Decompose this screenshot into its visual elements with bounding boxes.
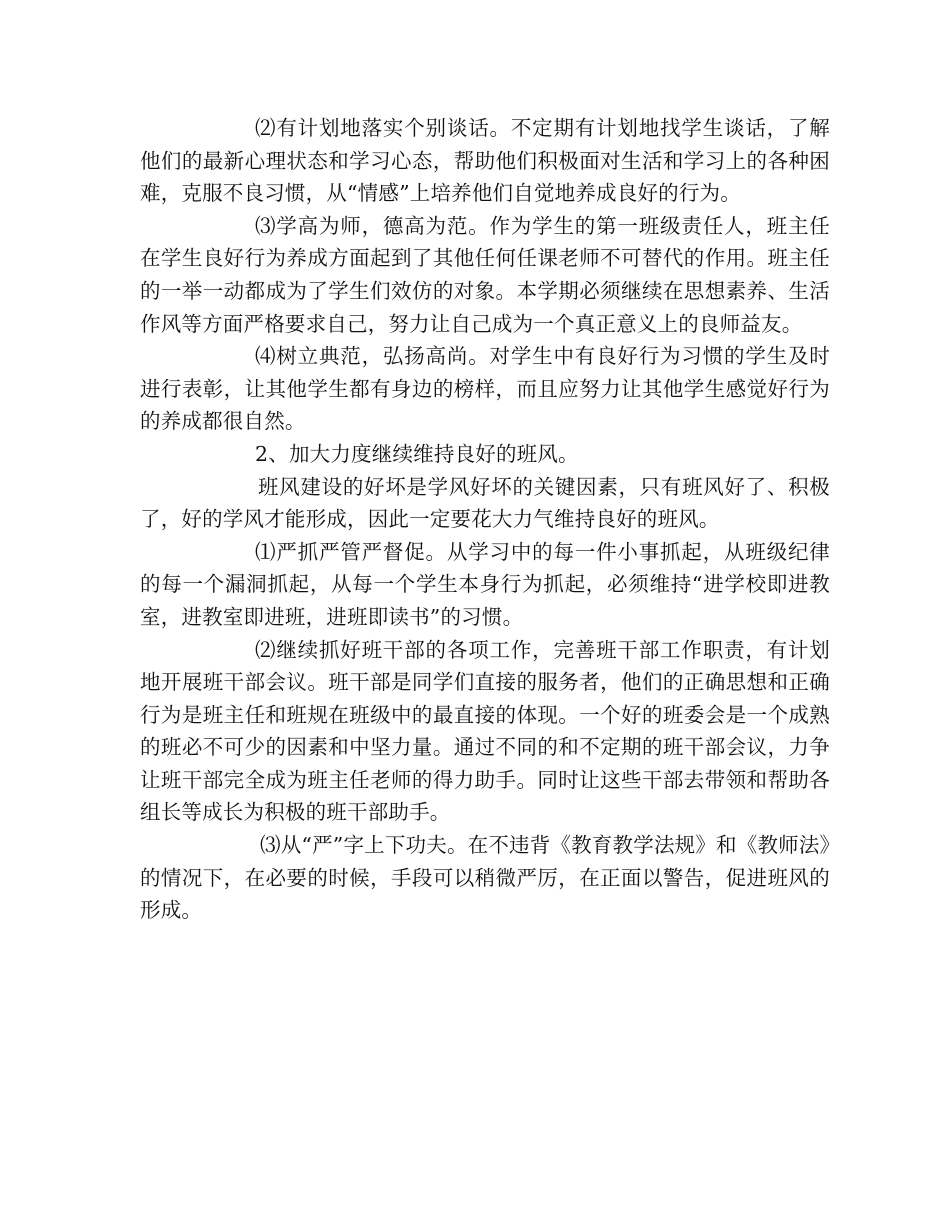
paragraph-class-cadres: ⑵继续抓好班干部的各项工作，完善班干部工作职责，有计划地开展班干部会议。班干部是同学们直接的服务者，他们的正确思想和正确行为是班主任和班规在班级中的最直接的体现。一个好的班委会是一个成熟的班必不可少的因素和中坚力量。通过不同的和不定期的班干部会议，力争让班干部完全成为班主任老师的得力助手。同时让这些干部去带领和帮助各组长等成长为积极的班干部助手。 <box>140 637 830 825</box>
paragraph-strictness: ⑶从“严”字上下功夫。在不违背《教育教学法规》和《教师法》的情况下，在必要的时候，手段可以稍微严厉，在正面以警告，促进班风的形成。 <box>140 833 831 923</box>
section-heading-class-spirit: 2、加大力度继续维持良好的班风。 <box>255 441 579 466</box>
document-body <box>140 112 830 927</box>
paragraph-individual-talks: ⑵有计划地落实个别谈话。不定期有计划地找学生谈话，了解他们的最新心理状态和学习心态，帮助他们积极面对生活和学习上的各种困难，克服不良习惯，从“情感”上培养他们自觉地养成良好的行为。 <box>140 116 830 206</box>
paragraph-set-examples: ⑷树立典范，弘扬高尚。对学生中有良好行为习惯的学生及时进行表彰，让其他学生都有身边的榜样，而且应努力让其他学生感觉好行为的养成都很自然。 <box>140 344 830 434</box>
paragraph-class-spirit-intro: 班风建设的好坏是学风好坏的关键因素，只有班风好了、积极了，好的学风才能形成，因此一定要花大力气维持良好的班风。 <box>140 474 830 532</box>
paragraph-strict-management: ⑴严抓严管严督促。从学习中的每一件小事抓起，从班级纪律的每一个漏洞抓起，从每一个学生本身行为抓起，必须维持“进学校即进教室，进教室即进班，进班即读书”的习惯。 <box>140 539 830 629</box>
paragraph-teacher-role-model: ⑶学高为师，德高为范。作为学生的第一班级责任人，班主任在学生良好行为养成方面起到了其他任何任课老师不可替代的作用。班主任的一举一动都成为了学生们效仿的对象。本学期必须继续在思想素养、生活作风等方面严格要求自己，努力让自己成为一个真正意义上的良师益友。 <box>140 213 830 336</box>
